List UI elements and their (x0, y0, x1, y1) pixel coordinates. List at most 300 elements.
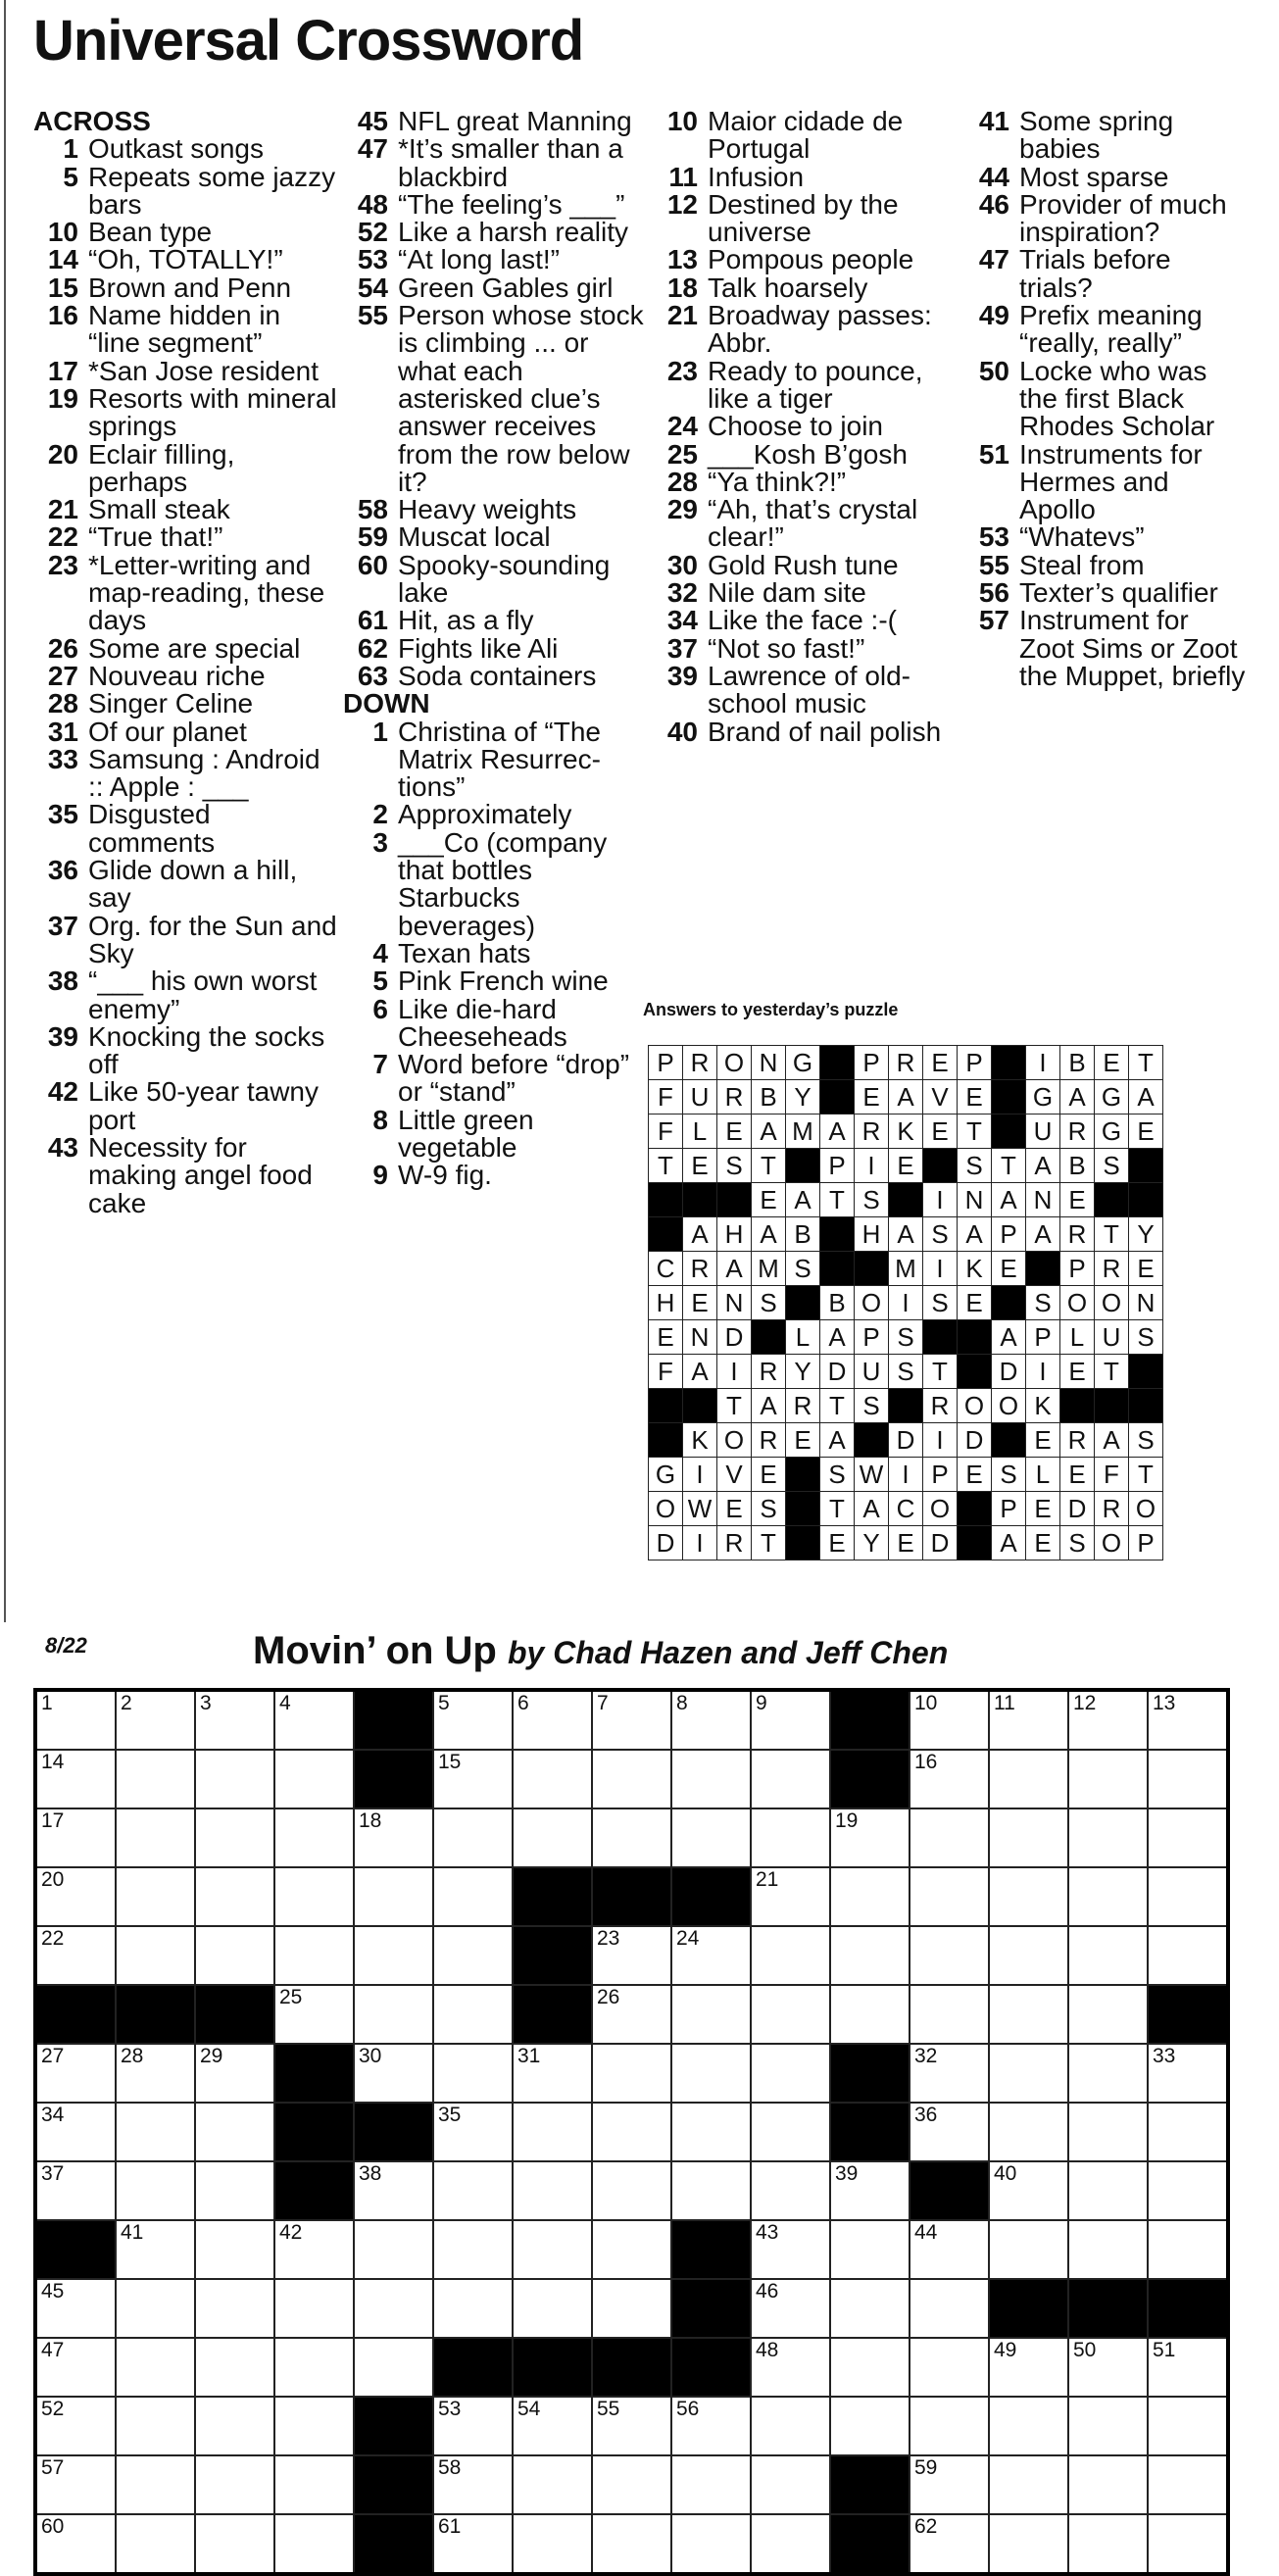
answer-cell: E (958, 1286, 992, 1320)
grid-cell[interactable] (989, 2455, 1068, 2514)
answer-cell: D (992, 1355, 1026, 1389)
clue-text: Singer Celine (88, 688, 254, 719)
grid-cell[interactable] (989, 1926, 1068, 1985)
clue (33, 302, 337, 358)
grid-cell[interactable] (830, 1867, 910, 1926)
grid-cell[interactable] (35, 2161, 116, 2220)
grid-cell[interactable] (274, 2338, 354, 2397)
cell-number: 22 (41, 1927, 65, 1950)
grid-cell[interactable] (195, 2279, 274, 2338)
grid-cell[interactable] (1068, 2044, 1148, 2103)
grid-cell[interactable] (1148, 2161, 1228, 2220)
grid-cell[interactable] (1148, 1690, 1228, 1750)
grid-cell[interactable] (1148, 2397, 1228, 2455)
grid-cell[interactable] (989, 2220, 1068, 2279)
grid-cell[interactable] (1148, 2103, 1228, 2161)
black-square (830, 1690, 910, 1750)
grid-cell[interactable] (513, 2397, 592, 2455)
grid-cell[interactable] (513, 2279, 592, 2338)
grid-cell[interactable] (274, 2397, 354, 2455)
answer-cell: T (923, 1355, 958, 1389)
grid-cell[interactable] (910, 1985, 989, 2044)
grid-cell[interactable] (433, 2161, 513, 2220)
clue (33, 549, 337, 636)
column-rule (4, 0, 6, 1622)
answer-cell: S (717, 1149, 752, 1183)
grid-cell[interactable] (35, 2338, 116, 2397)
grid-cell[interactable] (1068, 1926, 1148, 1985)
grid-cell[interactable] (35, 2514, 116, 2574)
grid-cell[interactable] (592, 1985, 671, 2044)
grid-cell[interactable] (116, 2514, 195, 2574)
grid-cell[interactable] (910, 2220, 989, 2279)
grid-cell[interactable] (116, 2044, 195, 2103)
grid-cell[interactable] (1148, 2455, 1228, 2514)
grid-cell[interactable] (989, 1750, 1068, 1808)
grid-cell[interactable] (1068, 1985, 1148, 2044)
grid-cell[interactable] (195, 2455, 274, 2514)
grid-cell[interactable] (989, 2103, 1068, 2161)
cell-number: 42 (279, 2221, 303, 2244)
answer-cell: S (1060, 1526, 1095, 1560)
clue-number: 8 (372, 1104, 388, 1135)
answer-cell: A (717, 1252, 752, 1286)
grid-cell[interactable] (830, 1985, 910, 2044)
clue-text: Bean type (88, 217, 213, 248)
grid-cell[interactable] (1068, 1808, 1148, 1867)
grid-cell[interactable] (910, 1808, 989, 1867)
grid-cell[interactable] (751, 2338, 830, 2397)
grid-cell[interactable] (592, 2455, 671, 2514)
grid-cell[interactable] (433, 2279, 513, 2338)
grid-cell[interactable] (751, 2044, 830, 2103)
grid-cell[interactable] (195, 2103, 274, 2161)
clue (33, 660, 337, 691)
clue-text: Nile dam site (708, 577, 866, 609)
grid-cell[interactable] (751, 2455, 830, 2514)
grid-cell[interactable] (433, 2455, 513, 2514)
crossword-grid (33, 1688, 1230, 2576)
grid-cell[interactable] (592, 2044, 671, 2103)
grid-cell[interactable] (751, 2103, 830, 2161)
grid-cell[interactable] (195, 2397, 274, 2455)
cell-number: 34 (41, 2104, 65, 2126)
grid-cell[interactable] (751, 2220, 830, 2279)
grid-cell[interactable] (1068, 1867, 1148, 1926)
cell-number: 58 (438, 2456, 462, 2479)
answer-cell: D (717, 1320, 752, 1355)
grid-cell[interactable] (671, 1690, 751, 1750)
cell-number: 37 (41, 2162, 65, 2185)
grid-cell[interactable] (274, 2279, 354, 2338)
grid-cell[interactable] (433, 1985, 513, 2044)
grid-cell[interactable] (1148, 1926, 1228, 1985)
grid-cell[interactable] (671, 2455, 751, 2514)
grid-cell[interactable] (592, 1808, 671, 1867)
grid-cell[interactable] (751, 1867, 830, 1926)
black-square (992, 1115, 1026, 1149)
grid-cell[interactable] (989, 1808, 1068, 1867)
clue-text: Fights like Ali (398, 632, 559, 664)
answer-cell: L (786, 1320, 820, 1355)
answer-cell: P (923, 1458, 958, 1492)
grid-cell[interactable] (274, 2455, 354, 2514)
black-square (354, 2397, 433, 2455)
cell-number: 25 (279, 1986, 303, 2008)
grid-cell[interactable] (751, 1985, 830, 2044)
grid-cell[interactable] (592, 2220, 671, 2279)
cell-number: 17 (41, 1809, 65, 1832)
grid-cell[interactable] (116, 1808, 195, 1867)
grid-cell[interactable] (354, 1867, 433, 1926)
clue (653, 607, 957, 634)
grid-row (35, 1926, 1228, 1985)
grid-cell[interactable] (354, 1808, 433, 1867)
answer-cell: E (1095, 1046, 1129, 1080)
clue (33, 690, 337, 718)
clue-number: 15 (47, 272, 78, 303)
grid-cell[interactable] (830, 2279, 910, 2338)
grid-cell[interactable] (116, 1867, 195, 1926)
grid-cell[interactable] (116, 1750, 195, 1808)
grid-cell[interactable] (116, 2220, 195, 2279)
black-square (786, 1149, 820, 1183)
grid-cell[interactable] (354, 2220, 433, 2279)
grid-cell[interactable] (1148, 1750, 1228, 1808)
grid-cell[interactable] (592, 2161, 671, 2220)
grid-cell[interactable] (671, 2161, 751, 2220)
black-square (671, 2220, 751, 2279)
grid-cell[interactable] (989, 2161, 1068, 2220)
grid-cell[interactable] (910, 1926, 989, 1985)
grid-cell[interactable] (751, 2514, 830, 2574)
grid-cell[interactable] (35, 2279, 116, 2338)
grid-cell[interactable] (751, 2161, 830, 2220)
grid-cell[interactable] (1068, 1690, 1148, 1750)
clue-number: 2 (372, 799, 388, 830)
grid-cell[interactable] (751, 2279, 830, 2338)
grid-cell[interactable] (671, 1808, 751, 1867)
grid-cell[interactable] (830, 1808, 910, 1867)
clue (653, 549, 957, 580)
grid-cell[interactable] (989, 2044, 1068, 2103)
grid-cell[interactable] (513, 2220, 592, 2279)
grid-cell[interactable] (830, 2161, 910, 2220)
grid-cell[interactable] (671, 2103, 751, 2161)
grid-cell[interactable] (910, 1867, 989, 1926)
grid-cell[interactable] (910, 2279, 989, 2338)
grid-cell[interactable] (671, 2044, 751, 2103)
grid-cell[interactable] (116, 2338, 195, 2397)
grid-cell[interactable] (274, 1750, 354, 1808)
grid-cell[interactable] (1148, 2044, 1228, 2103)
grid-cell[interactable] (116, 2279, 195, 2338)
black-square (1148, 1985, 1228, 2044)
clue-number: 21 (666, 300, 698, 331)
grid-cell[interactable] (1068, 2514, 1148, 2574)
grid-cell[interactable] (513, 2161, 592, 2220)
grid-cell[interactable] (1068, 1750, 1148, 1808)
grid-cell[interactable] (989, 1985, 1068, 2044)
grid-cell[interactable] (35, 2397, 116, 2455)
grid-cell[interactable] (1068, 2338, 1148, 2397)
grid-cell[interactable] (274, 1926, 354, 1985)
cell-number: 5 (438, 1692, 450, 1714)
grid-cell[interactable] (195, 1750, 274, 1808)
black-square (855, 1252, 889, 1286)
grid-cell[interactable] (1068, 2161, 1148, 2220)
grid-cell[interactable] (1148, 1867, 1228, 1926)
grid-cell[interactable] (195, 2161, 274, 2220)
grid-cell[interactable] (989, 1867, 1068, 1926)
answer-cell: E (786, 1423, 820, 1458)
grid-cell[interactable] (830, 2397, 910, 2455)
grid-cell[interactable] (354, 2279, 433, 2338)
grid-cell[interactable] (433, 2103, 513, 2161)
grid-cell[interactable] (1068, 2455, 1148, 2514)
answer-cell: D (958, 1423, 992, 1458)
clue-text: “Not so fast!” (708, 632, 865, 664)
grid-cell[interactable] (751, 1926, 830, 1985)
grid-cell[interactable] (354, 2161, 433, 2220)
clue-number: 14 (47, 244, 78, 275)
grid-cell[interactable] (116, 1926, 195, 1985)
grid-cell[interactable] (195, 2338, 274, 2397)
clue-text: Repeats some jazzy bars (88, 161, 336, 220)
grid-cell[interactable] (433, 2514, 513, 2574)
grid-cell[interactable] (354, 2338, 433, 2397)
grid-cell[interactable] (830, 2220, 910, 2279)
grid-cell[interactable] (513, 2514, 592, 2574)
clue-text: “True that!” (88, 521, 223, 553)
clue-number: 6 (372, 993, 388, 1024)
grid-cell[interactable] (35, 1867, 116, 1926)
grid-row (35, 2338, 1228, 2397)
grid-cell[interactable] (274, 1690, 354, 1750)
grid-cell[interactable] (592, 2397, 671, 2455)
grid-cell[interactable] (910, 2044, 989, 2103)
grid-cell[interactable] (671, 2397, 751, 2455)
black-square (1095, 1183, 1129, 1217)
answer-cell: S (855, 1389, 889, 1423)
clue-text: Necessity for making angel food cake (88, 1131, 313, 1218)
grid-cell[interactable] (513, 1808, 592, 1867)
grid-cell[interactable] (116, 2455, 195, 2514)
answer-cell: A (889, 1217, 923, 1252)
answer-cell: E (820, 1526, 855, 1560)
grid-cell[interactable] (195, 2514, 274, 2574)
grid-cell[interactable] (830, 1926, 910, 1985)
clue-number: 21 (47, 494, 78, 525)
grid-cell[interactable] (274, 2220, 354, 2279)
grid-cell[interactable] (513, 2044, 592, 2103)
clue-number: 41 (978, 106, 1009, 136)
grid-cell[interactable] (830, 2338, 910, 2397)
grid-cell[interactable] (1068, 2220, 1148, 2279)
clue-text: Locke who was the first Black Rhodes Scholar (1019, 355, 1215, 442)
grid-cell[interactable] (195, 2220, 274, 2279)
grid-cell[interactable] (671, 2514, 751, 2574)
grid-cell[interactable] (751, 2397, 830, 2455)
answer-cell: U (1026, 1115, 1060, 1149)
grid-cell[interactable] (671, 1926, 751, 1985)
grid-cell[interactable] (116, 2103, 195, 2161)
black-square (649, 1183, 683, 1217)
grid-cell[interactable] (116, 2397, 195, 2455)
clue-number: 34 (666, 605, 698, 636)
clue (653, 466, 957, 497)
clue-text: Destined by the universe (708, 188, 899, 248)
grid-cell[interactable] (433, 2397, 513, 2455)
grid-cell[interactable] (1148, 1808, 1228, 1867)
clue (343, 826, 647, 941)
grid-cell[interactable] (354, 2044, 433, 2103)
black-square (1026, 1252, 1060, 1286)
answer-cell: W (683, 1492, 717, 1526)
clue-number: 63 (357, 660, 388, 691)
grid-cell[interactable] (910, 1750, 989, 1808)
clue-number: 4 (372, 937, 388, 968)
grid-cell[interactable] (35, 1808, 116, 1867)
grid-cell[interactable] (274, 1867, 354, 1926)
clue-number: 31 (47, 716, 78, 747)
grid-cell[interactable] (592, 2103, 671, 2161)
grid-cell[interactable] (671, 1750, 751, 1808)
answer-cell: S (820, 1458, 855, 1492)
grid-cell[interactable] (1148, 2338, 1228, 2397)
grid-cell[interactable] (35, 1690, 116, 1750)
clue-number: 5 (372, 966, 388, 997)
clue-number: 52 (357, 217, 388, 248)
black-square (820, 1046, 855, 1080)
grid-cell[interactable] (35, 2044, 116, 2103)
grid-cell[interactable] (592, 2514, 671, 2574)
clue-text: “Whatevs” (1019, 521, 1145, 553)
grid-cell[interactable] (433, 2220, 513, 2279)
grid-cell[interactable] (989, 2397, 1068, 2455)
grid-cell[interactable] (433, 1867, 513, 1926)
answer-cell: E (717, 1115, 752, 1149)
black-square (992, 1046, 1026, 1080)
black-square (683, 1183, 717, 1217)
grid-cell[interactable] (195, 2044, 274, 2103)
grid-cell[interactable] (592, 1750, 671, 1808)
answer-cell: I (889, 1458, 923, 1492)
black-square (513, 1867, 592, 1926)
grid-cell[interactable] (671, 1985, 751, 2044)
grid-cell[interactable] (592, 1690, 671, 1750)
black-square (786, 1286, 820, 1320)
grid-cell[interactable] (910, 1690, 989, 1750)
grid-cell[interactable] (354, 1985, 433, 2044)
clue (653, 579, 957, 607)
grid-cell[interactable] (592, 2279, 671, 2338)
grid-cell[interactable] (354, 1926, 433, 1985)
answer-row (649, 1115, 1163, 1149)
grid-cell[interactable] (513, 2455, 592, 2514)
answer-cell: B (1060, 1149, 1095, 1183)
clue-number: 49 (978, 300, 1009, 331)
clue-number: 28 (47, 688, 78, 719)
grid-cell[interactable] (513, 2103, 592, 2161)
cell-number: 46 (756, 2280, 779, 2303)
grid-cell[interactable] (910, 2514, 989, 2574)
grid-cell[interactable] (433, 1808, 513, 1867)
clue-number: 23 (47, 549, 78, 580)
grid-cell[interactable] (433, 1750, 513, 1808)
grid-cell[interactable] (1068, 2103, 1148, 2161)
grid-cell[interactable] (116, 1690, 195, 1750)
grid-cell[interactable] (195, 1690, 274, 1750)
grid-cell[interactable] (433, 2044, 513, 2103)
grid-cell[interactable] (989, 2514, 1068, 2574)
answer-cell: E (992, 1252, 1026, 1286)
grid-cell[interactable] (195, 1926, 274, 1985)
answer-cell: R (1060, 1115, 1095, 1149)
grid-cell[interactable] (35, 2455, 116, 2514)
clue (33, 355, 337, 386)
cell-number: 23 (597, 1927, 620, 1950)
clue-number: 39 (666, 660, 698, 691)
grid-cell[interactable] (910, 2338, 989, 2397)
grid-cell[interactable] (751, 1690, 830, 1750)
grid-cell[interactable] (592, 1926, 671, 1985)
grid-cell[interactable] (513, 1690, 592, 1750)
grid-cell[interactable] (751, 1808, 830, 1867)
grid-cell[interactable] (910, 2397, 989, 2455)
grid-cell[interactable] (35, 1926, 116, 1985)
grid-cell[interactable] (910, 2455, 989, 2514)
grid-cell[interactable] (274, 1808, 354, 1867)
clue (343, 219, 647, 246)
grid-cell[interactable] (989, 1690, 1068, 1750)
grid-cell[interactable] (195, 1808, 274, 1867)
grid-cell[interactable] (989, 2338, 1068, 2397)
grid-cell[interactable] (1148, 2220, 1228, 2279)
grid-cell[interactable] (751, 1750, 830, 1808)
clue (653, 438, 957, 470)
answer-cell: E (683, 1286, 717, 1320)
cell-number: 51 (1153, 2339, 1176, 2361)
clue (33, 967, 337, 1023)
answer-cell: Y (1129, 1217, 1163, 1252)
clue-number: 22 (47, 521, 78, 553)
grid-cell[interactable] (116, 2161, 195, 2220)
clue-number: 20 (47, 438, 78, 470)
grid-cell[interactable] (1068, 2397, 1148, 2455)
grid-cell[interactable] (35, 1750, 116, 1808)
answer-cell: A (855, 1492, 889, 1526)
answer-row (649, 1458, 1163, 1492)
answer-row (649, 1389, 1163, 1423)
grid-cell[interactable] (513, 1750, 592, 1808)
grid-cell[interactable] (433, 1926, 513, 1985)
grid-cell[interactable] (274, 1985, 354, 2044)
grid-cell[interactable] (910, 2103, 989, 2161)
clue-text: “Ah, that’s crystal clear!” (708, 494, 918, 553)
grid-cell[interactable] (433, 1690, 513, 1750)
grid-cell[interactable] (1148, 2514, 1228, 2574)
grid-cell[interactable] (274, 2514, 354, 2574)
page-title: Universal Crossword (33, 9, 584, 73)
clue (33, 910, 337, 968)
answer-cell: A (1060, 1080, 1095, 1115)
grid-cell[interactable] (195, 1867, 274, 1926)
answer-cell: H (717, 1217, 752, 1252)
grid-cell[interactable] (35, 2103, 116, 2161)
black-square (513, 1926, 592, 1985)
cell-number: 62 (914, 2515, 938, 2538)
